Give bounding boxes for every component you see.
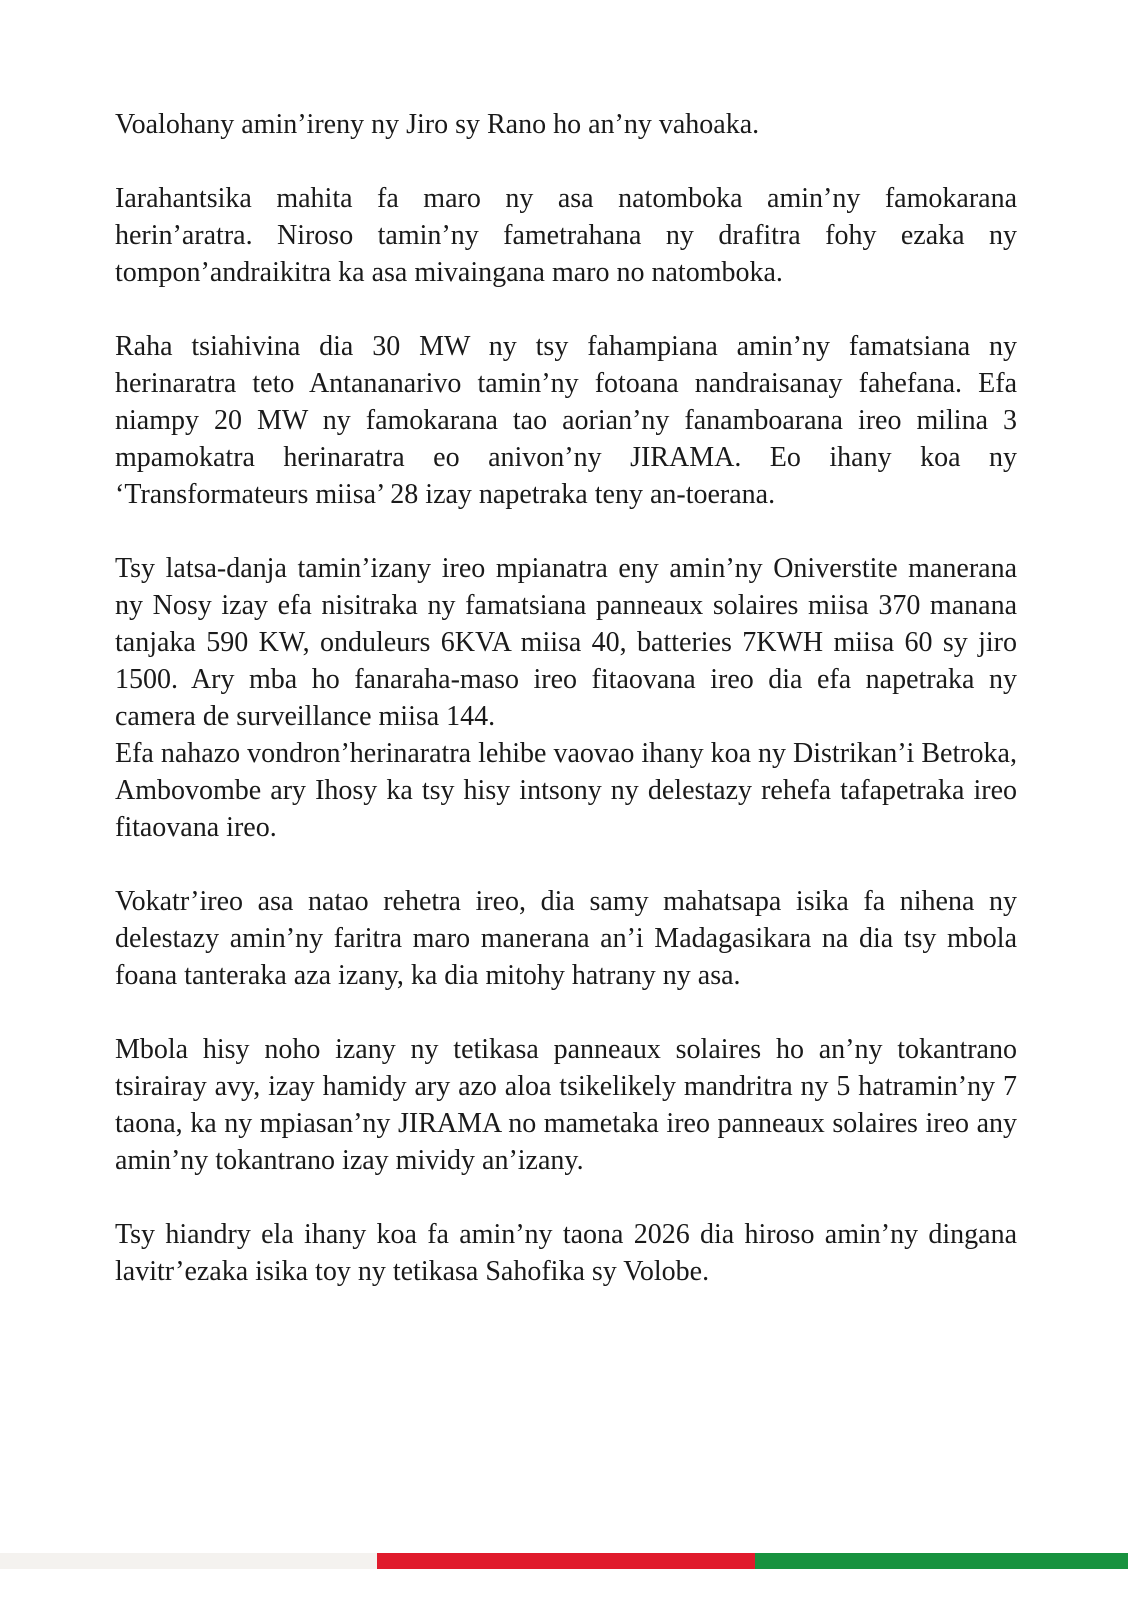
footer-flag-bar [0,1553,1128,1569]
footer-bar-segment-green [755,1553,1128,1569]
paragraph-intro: Voalohany amin’ireny ny Jiro sy Rano ho an’ny vahoaka. [115,109,760,140]
footer-bar-segment-light [0,1553,377,1569]
footer-bar-segment-red [377,1553,755,1569]
paragraph-power-capacity: Raha tsiahivina dia 30 MW ny tsy fahampiana amin’ny famatsiana ny herinaratra teto Antananarivo tamin’ny fotoana nandraisanay fahefana. Efa niampy 20 MW ny famokarana tao aorian’ny fanamboarana ireo milina 3 mpamokatra herinaratra eo anivon’ny JIRAMA. Eo ihany koa ny ‘Transformateurs miisa’ 28 izay napetraka teny an-toerana. [115,331,1017,510]
paragraph-university-solar: Tsy latsa-danja tamin’izany ireo mpianatra eny amin’ny Oniverstite manerana ny Nosy izay efa nisitraka ny famatsiana panneaux solaires miisa 370 manana tanjaka 590 KW, onduleurs 6KVA miisa 40, batteries 7KWH miisa 60 sy jiro 1500. Ary mba ho fanaraha-maso ireo fitaovana ireo dia efa napetraka ny camera de surveillance miisa 144. [115,553,1017,732]
paragraph-results: Vokatr’ireo asa natao rehetra ireo, dia samy mahatsapa isika fa nihena ny delestazy amin’ny faritra maro manerana an’i Madagasikara na dia tsy mbola foana tanteraka aza izany, ka dia mitohy hatrany ny asa. [115,886,1017,991]
document-page [115,106,1017,1327]
paragraph-works-started: Iarahantsika mahita fa maro ny asa natomboka amin’ny famokarana herin’aratra. Niroso tamin’ny fametrahana ny drafitra fohy ezaka ny tompon’andraikitra ka asa mivaingana maro no natomboka. [115,183,1017,288]
paragraph-household-solar: Mbola hisy noho izany ny tetikasa panneaux solaires ho an’ny tokantrano tsirairay avy, izay hamidy ary azo aloa tsikelikely mandritra ny 5 hatramin’ny 7 taona, ka ny mpiasan’ny JIRAMA no mametaka ireo panneaux solaires ireo any amin’ny tokantrano izay mividy an’izany. [115,1034,1017,1176]
paragraph-future-projects: Tsy hiandry ela ihany koa fa amin’ny taona 2026 dia hiroso amin’ny dingana lavitr’ezaka isika toy ny tetikasa Sahofika sy Volobe. [115,1219,1017,1287]
paragraph-districts: Efa nahazo vondron’herinaratra lehibe vaovao ihany koa ny Distrikan’i Betroka, Ambovombe ary Ihosy ka tsy hisy intsony ny delestazy rehefa tafapetraka ireo fitaovana ireo. [115,738,1017,843]
